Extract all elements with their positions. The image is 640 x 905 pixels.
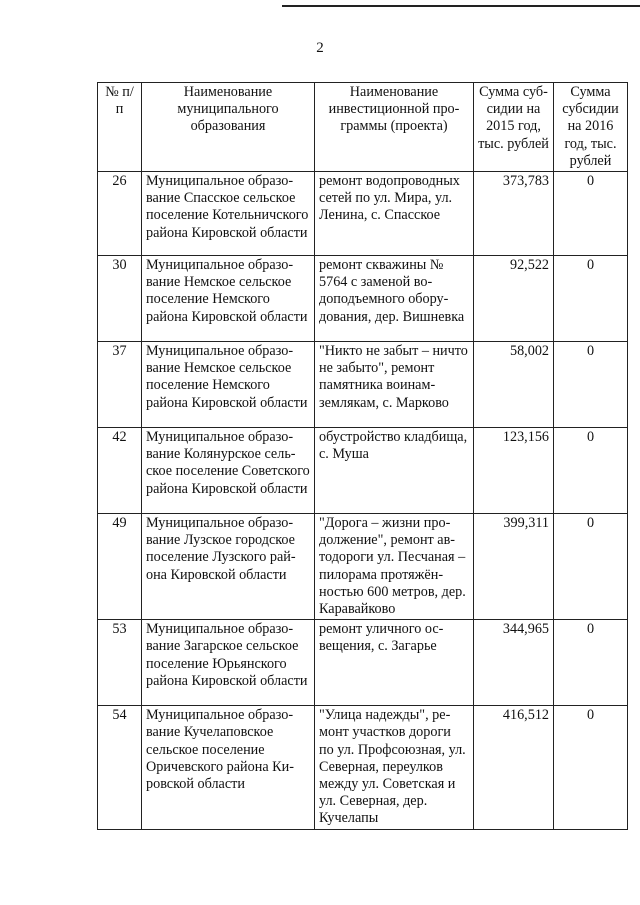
cell-municipality: Муниципальное образование Кучелаповское сельское поселение Оричевского района Кировской области (142, 706, 315, 829)
table-row (98, 706, 628, 829)
cell-program: ремонт скважины № 5764 с заменой водоподъемного оборудования, дер. Вишневка (315, 256, 474, 342)
cell-program: "Никто не забыт – ничто не забыто", ремонт памятника воинамземлякам, с. Марково (315, 342, 474, 428)
header-municipality: Наименование муниципального образования (142, 83, 315, 172)
header-program: Наименование инвестиционной программы (проекта) (315, 83, 474, 172)
cell-num: 26 (98, 172, 142, 256)
subsidy-table (97, 82, 628, 830)
cell-program: "Улица надежды", ремонт участков дороги по ул. Профсоюзная, ул. Северная, переулков между ул. Советская и ул. Северная, дер. Кучелапы (315, 706, 474, 829)
cell-sum-2015: 123,156 (474, 428, 554, 514)
cell-num: 54 (98, 706, 142, 829)
top-rule (282, 5, 640, 7)
cell-municipality: Муниципальное образование Колянурское сельское поселение Советского района Кировской области (142, 428, 315, 514)
table-row (98, 514, 628, 620)
table-row (98, 620, 628, 706)
table-row (98, 172, 628, 256)
cell-sum-2016: 0 (554, 514, 628, 620)
cell-sum-2016: 0 (554, 172, 628, 256)
cell-municipality: Муниципальное образование Немское сельское поселение Немского района Кировской области (142, 342, 315, 428)
cell-sum-2015: 416,512 (474, 706, 554, 829)
cell-sum-2016: 0 (554, 620, 628, 706)
cell-sum-2015: 344,965 (474, 620, 554, 706)
cell-sum-2015: 58,002 (474, 342, 554, 428)
table-row (98, 428, 628, 514)
cell-program: ремонт уличного освещения, с. Загарье (315, 620, 474, 706)
table-row (98, 256, 628, 342)
cell-sum-2015: 373,783 (474, 172, 554, 256)
cell-program: ремонт водопроводных сетей по ул. Мира, ул. Ленина, с. Спасское (315, 172, 474, 256)
header-sum-2015: Сумма субсидии на 2015 год, тыс. рублей (474, 83, 554, 172)
cell-num: 30 (98, 256, 142, 342)
page-number: 2 (316, 40, 324, 56)
cell-municipality: Муниципальное образование Спасское сельское поселение Котельничского района Кировской области (142, 172, 315, 256)
cell-num: 42 (98, 428, 142, 514)
cell-municipality: Муниципальное образование Немское сельское поселение Немского района Кировской области (142, 256, 315, 342)
cell-municipality: Муниципальное образование Загарское сельское поселение Юрьянского района Кировской области (142, 620, 315, 706)
cell-sum-2016: 0 (554, 706, 628, 829)
table-header-row (98, 83, 628, 172)
cell-sum-2015: 92,522 (474, 256, 554, 342)
cell-sum-2015: 399,311 (474, 514, 554, 620)
header-sum-2016: Сумма субсидии на 2016 год, тыс. рублей (554, 83, 628, 172)
cell-sum-2016: 0 (554, 256, 628, 342)
cell-num: 49 (98, 514, 142, 620)
table-row (98, 342, 628, 428)
cell-program: "Дорога – жизни продолжение", ремонт автодороги ул. Песчаная – пилорама протяжённостью 600 метров, дер. Каравайково (315, 514, 474, 620)
header-num: № п/п (98, 83, 142, 172)
cell-num: 53 (98, 620, 142, 706)
cell-sum-2016: 0 (554, 428, 628, 514)
cell-sum-2016: 0 (554, 342, 628, 428)
cell-municipality: Муниципальное образование Лузское городское поселение Лузского района Кировской области (142, 514, 315, 620)
cell-num: 37 (98, 342, 142, 428)
cell-program: обустройство кладбища, с. Муша (315, 428, 474, 514)
